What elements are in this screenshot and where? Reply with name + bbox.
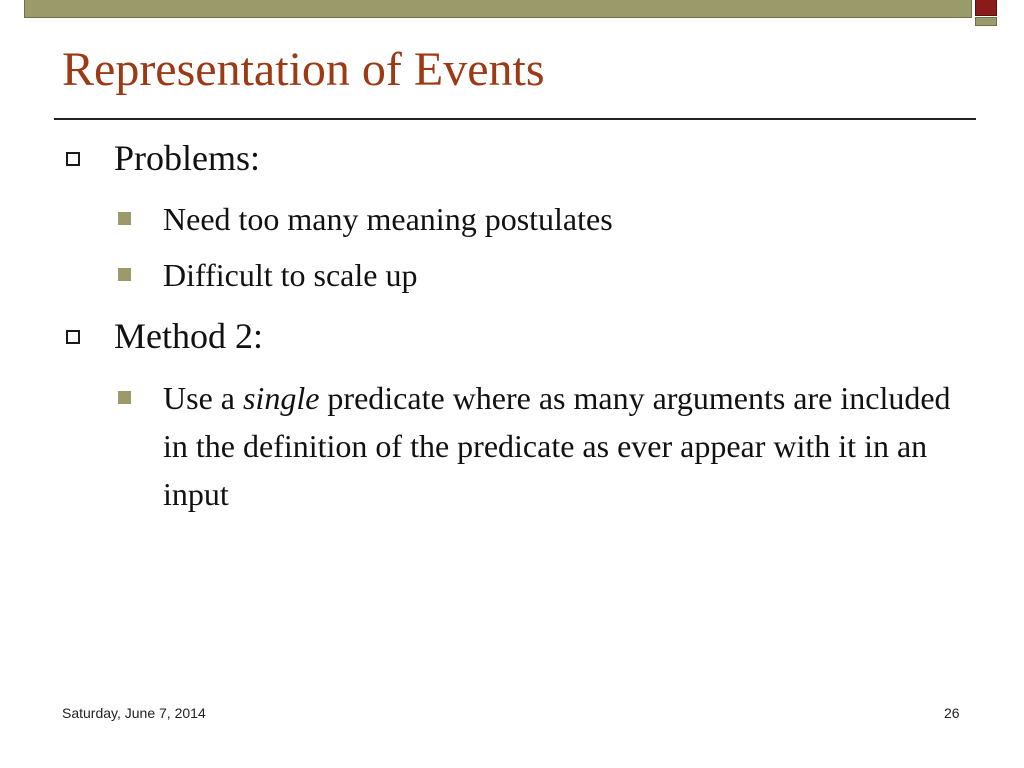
hollow-square-bullet-icon <box>66 330 80 344</box>
square-bullet-icon <box>118 212 131 225</box>
emphasis-text: single <box>242 380 320 416</box>
top-decorative-band <box>24 0 972 18</box>
bullet-item-problems <box>66 140 260 176</box>
hollow-square-bullet-icon <box>66 152 80 166</box>
page-number: 26 <box>944 705 960 721</box>
bullet-text: Problems: <box>114 138 261 178</box>
corner-red-block <box>975 0 997 16</box>
slide-title: Representation of Events <box>62 43 545 96</box>
sub-bullet-item <box>118 374 953 518</box>
title-divider <box>54 118 976 120</box>
sub-bullet-text-rest: predicate where as many arguments are included in the definition of the predicate as ever appear with it in an input <box>163 380 951 512</box>
corner-olive-block <box>975 17 997 26</box>
sub-bullet-item <box>118 195 613 243</box>
square-bullet-icon <box>118 268 131 281</box>
sub-bullet-text: Need too many meaning postulates <box>163 201 613 237</box>
sub-bullet-text: Difficult to scale up <box>163 257 418 293</box>
sub-bullet-text <box>163 374 953 518</box>
bullet-item-method-2 <box>66 318 263 354</box>
footer-date: Saturday, June 7, 2014 <box>62 705 206 721</box>
square-bullet-icon <box>118 391 131 404</box>
sub-bullet-text-start: Use a <box>163 380 243 416</box>
bullet-text: Method 2: <box>114 316 263 356</box>
sub-bullet-item <box>118 251 417 299</box>
